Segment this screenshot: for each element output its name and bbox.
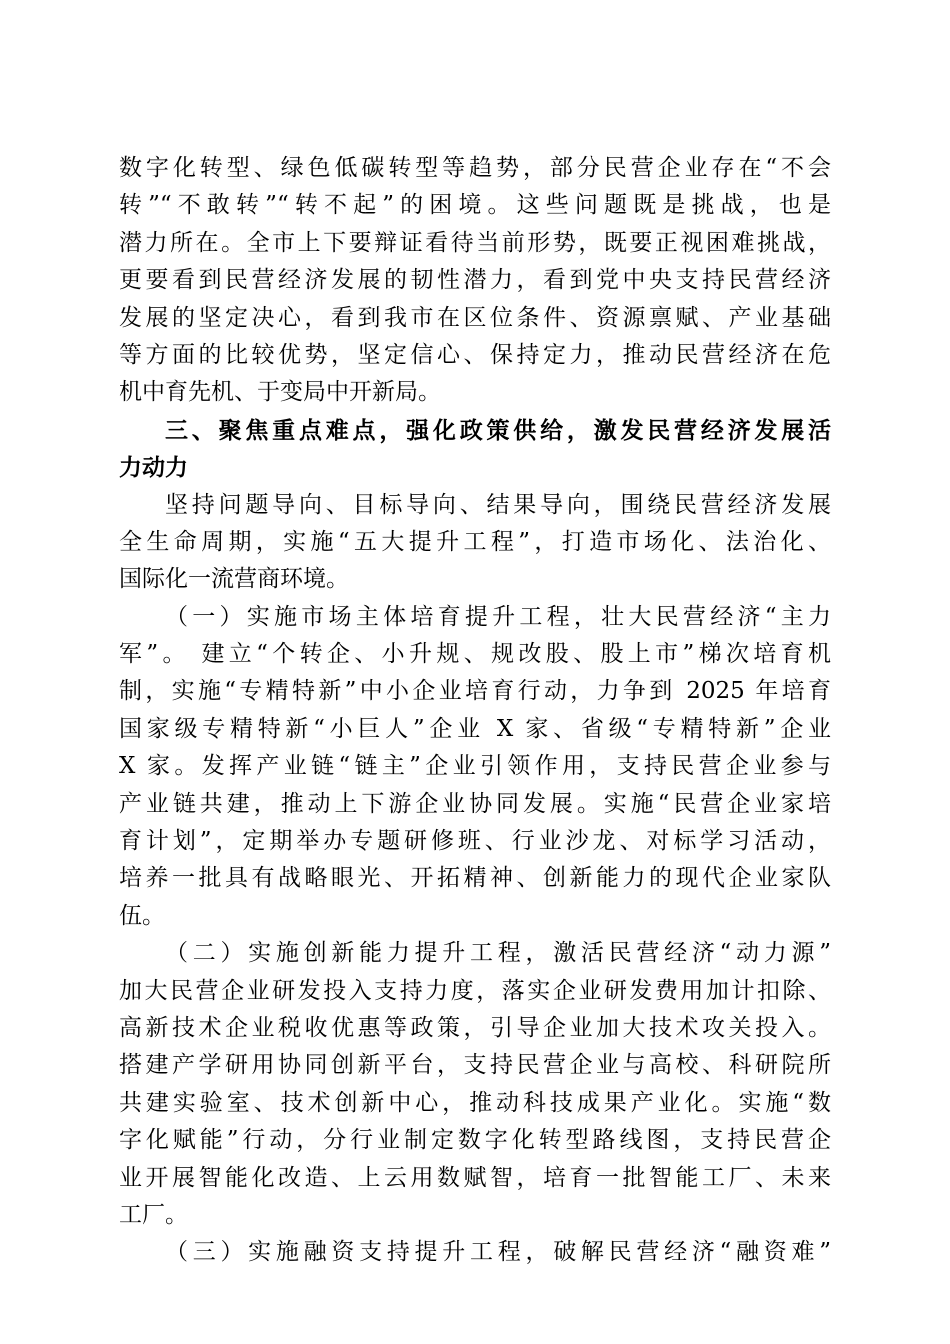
paragraph-continuation [119,150,831,412]
intro-paragraph [119,487,831,599]
text-line: 搭建产学研用协同创新平台，支持民营企业与高校、科研院所 [119,1052,831,1079]
text-line: 全生命周期，实施“五大提升工程”，打造市场化、法治化、 [119,528,831,555]
text-line: （二）实施创新能力提升工程，激活民营经济“动力源” [165,940,831,967]
text-line: 高新技术企业税收优惠等政策，引导企业加大技术攻关投入。 [119,1014,831,1041]
item-one-paragraph [119,599,831,936]
text-line: 潜力所在。全市上下要辩证看待当前形势，既要正视困难挑战， [119,229,831,256]
text-line: 培养一批具有战略眼光、开拓精神、创新能力的现代企业家队 [119,865,831,892]
text-line: 伍。 [119,902,165,929]
text-line: 育计划”，定期举办专题研修班、行业沙龙、对标学习活动， [119,828,831,855]
text-line: 产业链共建，推动上下游企业协同发展。实施“民营企业家培 [119,790,831,817]
text-line: 更要看到民营经济发展的韧性潜力，看到党中央支持民营经济 [119,267,831,294]
text-line: X 家。发挥产业链“链主”企业引领作用，支持民营企业参与 [119,753,831,780]
text-line: 字化赋能”行动，分行业制定数字化转型路线图，支持民营企 [119,1127,831,1154]
text-line: 转”“不敢转”“转不起”的困境。这些问题既是挑战，也是 [119,192,831,219]
text-line: 业开展智能化改造、上云用数赋智，培育一批智能工厂、未来 [119,1164,831,1191]
document-body [119,150,831,1272]
text-line: （一）实施市场主体培育提升工程，壮大民营经济“主力 [165,603,831,630]
text-line: （三）实施融资支持提升工程，破解民营经济“融资难” [165,1239,831,1266]
text-line: 工厂。 [119,1201,188,1228]
text-line: 加大民营企业研发投入支持力度，落实企业研发费用加计扣除、 [119,977,831,1004]
text-line: 制，实施“专精特新”中小企业培育行动，力争到 2025 年培育 [119,678,831,705]
text-line: 共建实验室、技术创新中心，推动科技成果产业化。实施“数 [119,1089,831,1116]
text-line: 数字化转型、绿色低碳转型等趋势，部分民营企业存在“不会 [119,155,831,181]
text-line: 坚持问题导向、目标导向、结果导向，围绕民营经济发展 [165,491,831,518]
text-line: 军”。 建立“个转企、小升规、规改股、股上市”梯次培育机 [119,641,831,668]
heading-line: 力动力 [119,454,188,482]
item-two-paragraph [119,935,831,1234]
text-line: 机中育先机、于变局中开新局。 [119,379,441,406]
text-line: 等方面的比较优势，坚定信心、保持定力，推动民营经济在危 [119,341,831,368]
text-line: 国家级专精特新“小巨人”企业 X 家、省级“专精特新”企业 [119,715,831,742]
heading-line: 三、聚焦重点难点，强化政策供给，激发民营经济发展活 [165,416,831,444]
item-three-paragraph [119,1234,831,1271]
text-line: 国际化一流营商环境。 [119,566,349,593]
text-line: 发展的坚定决心，看到我市在区位条件、资源禀赋、产业基础 [119,304,831,331]
section-heading [119,412,831,487]
